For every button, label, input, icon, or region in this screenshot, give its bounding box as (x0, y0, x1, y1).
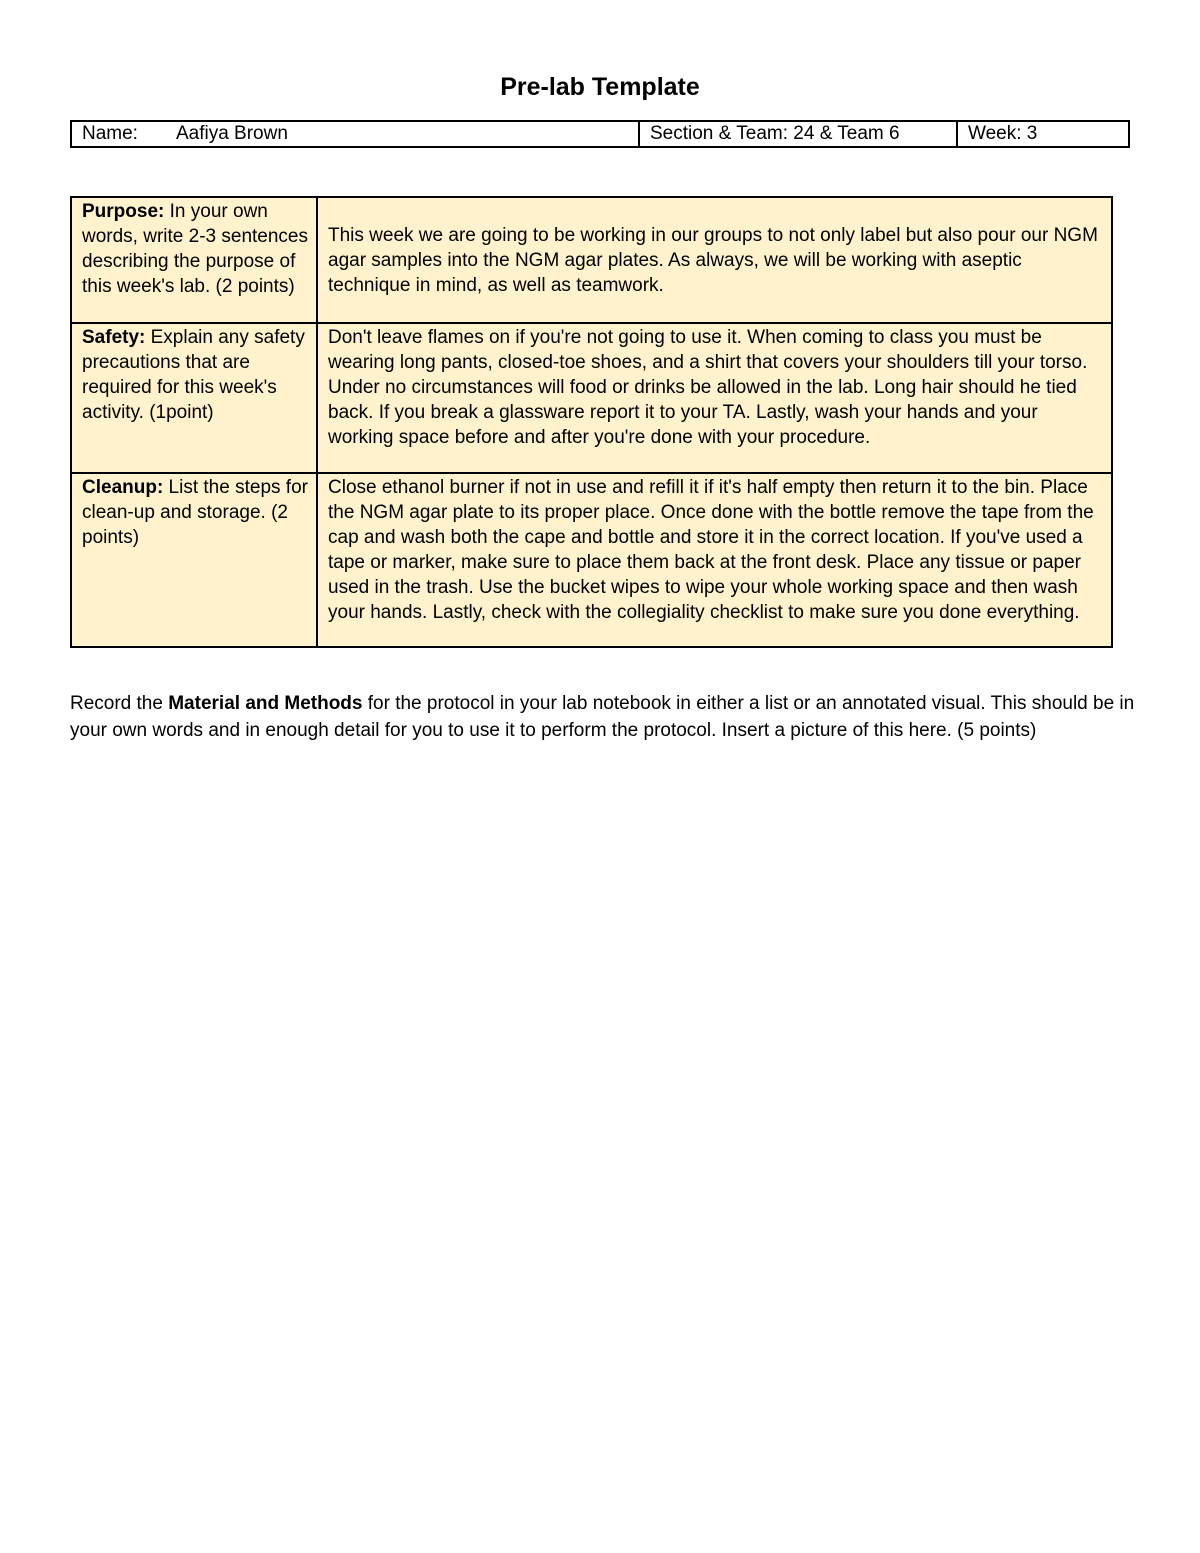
header-info-table (70, 120, 1130, 148)
instructions-suffix: for the protocol in your lab notebook in either a list or an annotated visual. This should be in your own words and in enough detail for you to use it to perform the protocol. Insert a picture of this here. (5 points) (70, 693, 1135, 741)
safety-label-bold: Safety: (82, 327, 146, 348)
purpose-label-text: In your own words, write 2-3 sentences describing the purpose of this week's lab. (2 points) (82, 201, 308, 297)
material-methods-instructions (70, 690, 1140, 744)
cleanup-row (71, 473, 1112, 647)
safety-label-cell (71, 323, 317, 473)
safety-answer: Don't leave flames on if you're not going to use it. When coming to class you must be wearing long pants, closed-toe shoes, and a shirt that covers your shoulders till your torso. Under no circumstances will food or drinks be allowed in the lab. Long hair should he tied back. If you break a glassware report it to your TA. Lastly, wash your hands and your working space before and after you're done with your procedure. (317, 323, 1112, 473)
section-team-cell: Section & Team: 24 & Team 6 (638, 122, 956, 146)
instructions-prefix: Record the (70, 693, 169, 714)
name-label: Name: (82, 123, 138, 144)
instructions-bold: Material and Methods (168, 693, 363, 714)
cleanup-label-text: List the steps for clean-up and storage. (2 points) (82, 477, 308, 548)
cleanup-label-bold: Cleanup: (82, 477, 164, 498)
cleanup-answer: Close ethanol burner if not in use and refill it if it's half empty then return it to the bin. Place the NGM agar plate to its proper place. Once done with the bottle remove the tape from the cap and wash both the cape and bottle and store it in the correct location. If you've used a tape or marker, make sure to place them back at the front desk. Place any tissue or paper used in the trash. Use the bucket wipes to wipe your whole working space and then wash your hands. Lastly, check with the collegiality checklist to make sure you done everything. (317, 473, 1112, 647)
name-value: Aafiya Brown (175, 123, 288, 144)
purpose-label-bold: Purpose: (82, 201, 165, 222)
safety-row (71, 323, 1112, 473)
prelab-questions-table (70, 196, 1113, 648)
page-title: Pre-lab Template (500, 73, 700, 101)
name-cell (72, 122, 638, 146)
purpose-answer: This week we are going to be working in our groups to not only label but also pour our NGM agar samples into the NGM agar plates. As always, we will be working with aseptic technique in mind, as well as teamwork. (317, 197, 1112, 323)
purpose-label-cell (71, 197, 317, 323)
safety-label-text: Explain any safety precautions that are required for this week's activity. (1point) (82, 327, 305, 423)
week-cell: Week: 3 (956, 122, 1128, 146)
cleanup-label-cell (71, 473, 317, 647)
purpose-row (71, 197, 1112, 323)
